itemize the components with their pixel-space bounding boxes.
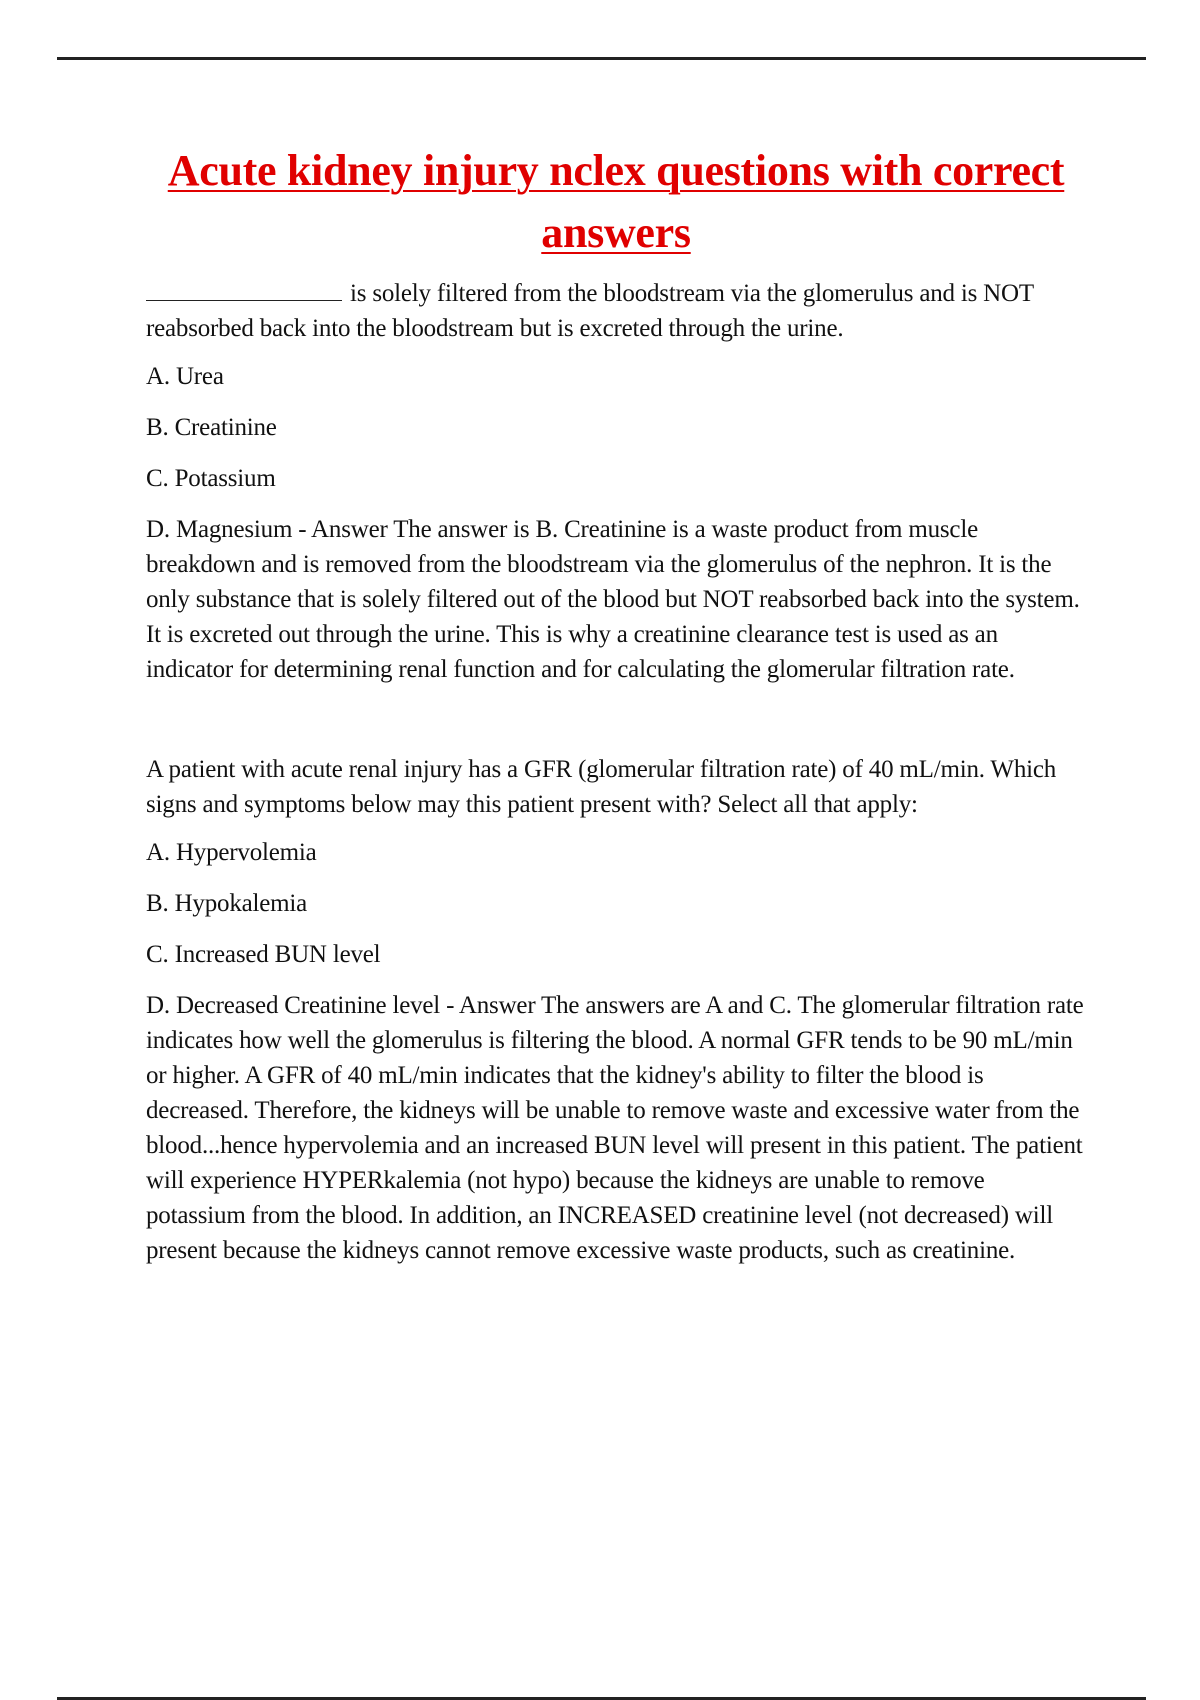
question-2 — [146, 752, 1086, 1268]
question-stem — [146, 276, 1086, 346]
option-d-with-answer: D. Magnesium - Answer The answer is B. Creatinine is a waste product from muscle breakdown and is removed from the bloodstream via the glomerulus of the nephron. It is the only substance that is solely filtered out of the blood but NOT reabsorbed back into the system. It is excreted out through the urine. This is why a creatinine clearance test is used as an indicator for determining renal function and for calculating the glomerular filtration rate. — [146, 516, 1080, 683]
option-a: A. Urea — [146, 363, 224, 390]
question-1 — [146, 276, 1086, 687]
document-title: Acute kidney injury nclex questions with correct answers — [167, 146, 1065, 257]
fill-in-blank — [146, 278, 342, 301]
option-b: B. Creatinine — [146, 414, 277, 441]
header-rule — [57, 57, 1146, 60]
option-c: C. Increased BUN level — [146, 941, 381, 968]
option-b: B. Hypokalemia — [146, 890, 308, 917]
option-d-with-answer: D. Decreased Creatinine level - Answer The answers are A and C. The glomerular filtration rate indicates how well the glomerulus is filtering the blood. A normal GFR tends to be 90 mL/min or higher. A GFR of 40 mL/min indicates that the kidney's ability to filter the blood is decreased. Therefore, the kidneys will be unable to remove waste and excessive water from the blood...hence hypervolemia and an increased BUN level will present in this patient. The patient will experience HYPERkalemia (not hypo) because the kidneys are unable to remove potassium from the blood. In addition, an INCREASED creatinine level (not decreased) will present because the kidneys cannot remove excessive waste products, such as creatinine. — [146, 992, 1084, 1264]
document-body — [146, 140, 1086, 1268]
option-a: A. Hypervolemia — [146, 839, 317, 866]
question-stem-text: is solely filtered from the bloodstream via the glomerulus and is NOT reabsorbed back into the bloodstream but is excreted through the urine. — [146, 280, 1034, 342]
question-stem: A patient with acute renal injury has a GFR (glomerular filtration rate) of 40 mL/min. Which signs and symptoms below may this patient present with? Select all that apply: — [146, 756, 1057, 818]
option-c: C. Potassium — [146, 465, 276, 492]
question-spacer — [146, 687, 1086, 752]
